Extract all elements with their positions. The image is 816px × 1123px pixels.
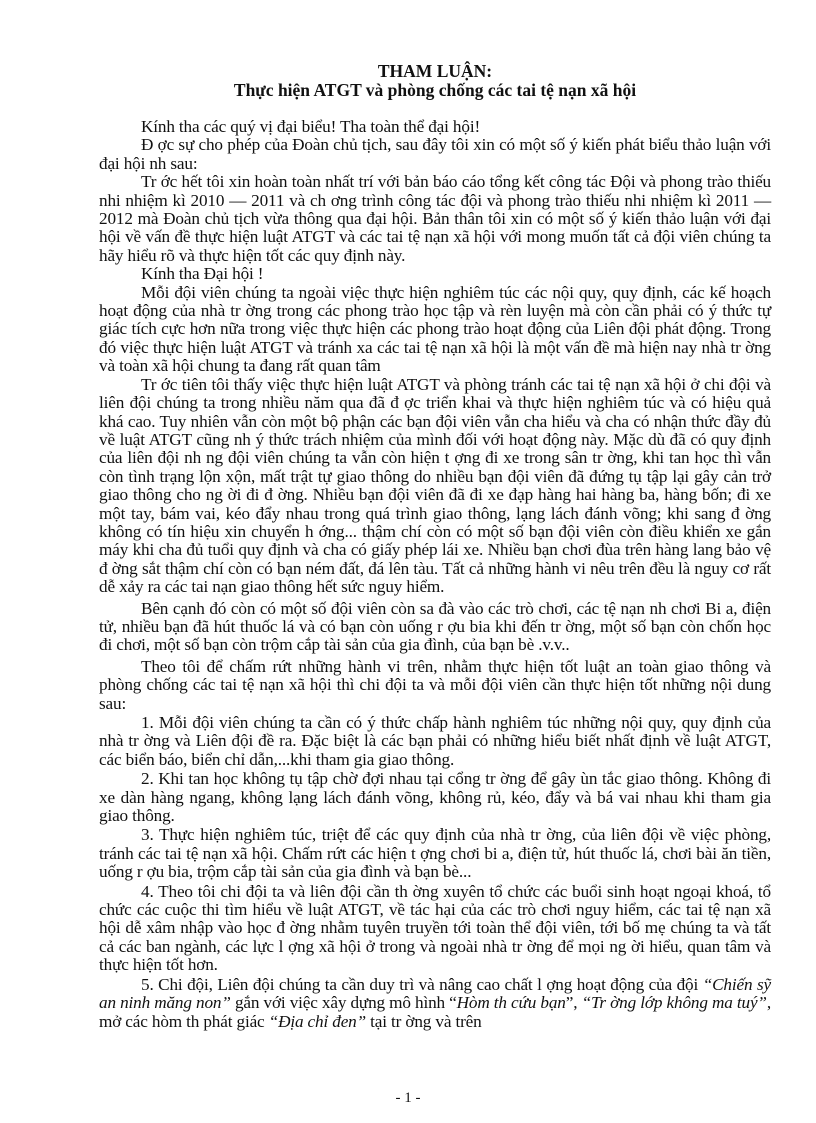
item-5-text-4: , mở các hòm th phát giác — [99, 993, 771, 1031]
item-5-text-5: tại tr ờng và trên — [366, 1011, 482, 1031]
item-5-text-1: 5. Chi đội, Liên đội chúng ta cần duy trì và nâng cao chất l ợng hoạt động của đội — [141, 974, 703, 994]
paragraph-item-3: 3. Thực hiện nghiêm túc, triệt để các quy định của nhà tr ờng, của liên đội về việc phòng, tránh các tai tệ nạn xã hội. Chấm rứt các hiện t ợng chơi bi a, điện tử, hút thuốc lá, chơi bài ăn tiền, uống r ợu bia, trộm cắp tài sản của gia đình và bạn bè... — [99, 825, 771, 882]
paragraph-salutation: Kính tha Đại hội ! — [141, 264, 264, 284]
paragraph-duties: Mỗi đội viên chúng ta ngoài việc thực hiện nghiêm túc các nội quy, quy định, các kế hoạch hoạt động của nhà tr ờng trong các phong trào học tập và rèn luyện mà còn cần phải có ý thức tự giác tích cực hơn nữa trong việc thực hiện các phong trào hoạt động của Liên đội phát động. Trong đó việc thực hiện luật ATGT và tránh xa các tai tệ nạn xã hội là một vấn đề mà hiện nay nhà tr ờng và toàn xã hội chung ta đang rất quan tâm — [99, 282, 771, 376]
paragraph-agreement: Tr ớc hết tôi xin hoàn toàn nhất trí với bản báo cáo tổng kết công tác Đội và phong trào thiếu nhi nhiệm kì 2010 — 2011 và ch ơng trình công tác đội và phong trào thiếu nhi nhiệm kì 2011 — 2012 mà Đoàn chủ tịch vừa thông qua đại hội. Bản thân tôi xin có một số ý kiến thảo luận với đại hội về vấn đề thực hiện luật ATGT và các tai tệ nạn xã hội với mong muốn tất cả đội viên chúng ta hãy hiểu rõ và thực hiện tốt các quy định này. — [99, 172, 771, 265]
item-5-italic-4: “Địa chỉ đen” — [268, 1011, 367, 1031]
document-page — [99, 62, 771, 1031]
paragraph-item-1: 1. Mỗi đội viên chúng ta cần có ý thức chấp hành nghiêm túc những nội quy, quy định của nhà tr ờng và Liên đội đề ra. Đặc biệt là các bạn phải có những hiểu biết nhất định về luật ATGT, các biển báo, biển chỉ dẫn,...khi tham gia giao thông. — [99, 713, 771, 769]
item-5-text-3: ”, — [565, 993, 582, 1013]
item-5-italic-1: “Chiến sỹ an ninh măng non” — [99, 974, 771, 1013]
page-number: - 1 - — [395, 1090, 421, 1106]
document-title — [99, 62, 771, 100]
item-5-text-2: gắn với việc xây dựng mô hình “ — [230, 993, 457, 1013]
item-5-italic-3: “Tr ờng lớp không ma tuý” — [581, 993, 767, 1013]
paragraph-social-evils: Bên cạnh đó còn có một số đội viên còn sa đà vào các trò chơi, các tệ nạn nh chơi Bi a, điện tử, nhiều bạn đã hút thuốc lá và có bạn còn uống r ợu bia khi đến tr ờng, một số bạn còn chốn học đi chơi, một số bạn còn trộm cắp tài sản của gia đình, của bạn bè .v.v.. — [99, 598, 771, 655]
paragraph-item-2: 2. Khi tan học không tụ tập chờ đợi nhau tại cổng tr ờng để gây ùn tắc giao thông. Không đi xe dàn hàng ngang, không lạng lách đánh võng, không rủ, kéo, đẩy và bá vai nhau khi tham gia giao thông. — [99, 769, 771, 826]
document-body — [99, 118, 771, 1031]
item-5-italic-2: Hòm th cứu bạn — [456, 993, 566, 1013]
paragraph-item-4: 4. Theo tôi chi đội ta và liên đội cần th ờng xuyên tổ chức các buổi sinh hoạt ngoại khoá, tổ chức các cuộc thi tìm hiểu về luật ATGT, về tác hại của các trò chơi nguy hiểm, các tai tệ nạn xã hội dễ xâm nhập vào học đ ờng nhằm tuyên truyền tới toàn thể đội viên, tới bố mẹ chúng ta và tất cả các ban ngành, các lực l ợng xã hội ở trong và ngoài nhà tr ờng để mọi ng ời hiểu, quan tâm và thực hiện tốt hơn. — [99, 881, 771, 975]
title-line-1: THAM LUẬN: — [377, 61, 493, 81]
paragraph-item-5 — [99, 976, 771, 1031]
title-line-2: Thực hiện ATGT và phòng chống các tai tệ nạn xã hội — [233, 80, 637, 100]
paragraph-intro: Đ ợc sự cho phép của Đoàn chủ tịch, sau đây tôi xin có một số ý kiến phát biểu thảo luận với đại hội nh sau: — [99, 135, 771, 173]
paragraph-situation: Tr ớc tiên tôi thấy việc thực hiện luật ATGT và phòng tránh các tai tệ nạn xã hội ở chi đội và liên đội chúng ta trong nhiều năm qua đã đ ợc triển khai và thực hiện nghiêm túc và có hiệu quả khá cao. Tuy nhiên vẫn còn một bộ phận các bạn đội viên vẫn cha hiểu và cha có nhận thức đầy đủ về luật ATGT cũng nh ý thức trách nhiệm của mình đối với hoạt động này. Mặc dù đã có quy định của liên đội nh ng đội viên chúng ta vẫn còn hiện t ợng đi xe trong sân tr ờng, khi tan học thì vẫn còn tình trạng lộn xộn, mất trật tự giao thông do nhiều bạn đội viên đã đứng tụ tập lại gây cản trở giao thông cho ng ời đi đ ờng. Nhiều bạn đội viên đã đi xe đạp hàng hai hàng ba, hàng bốn; đi xe một tay, bám vai, kéo đẩy nhau trong quá trình giao thông, lạng lách đánh võng; khi sang đ ờng không có tín hiệu xin chuyển h ớng... thậm chí còn có một số bạn đội viên còn điều khiển xe gắn máy khi cha đủ tuổi quy định và cha có giấy phép lái xe. Nhiều bạn chơi đùa trên hàng lang bảo vệ đ ờng sắt thậm chí còn có bạn ném đất, đá lên tàu. Tất cả những hành vi nêu trên đều là nguy cơ rất dễ xảy ra các tai nạn giao thông hết sức nguy hiểm. — [99, 374, 771, 597]
paragraph-greeting: Kính tha các quý vị đại biểu! Tha toàn thể đại hội! — [141, 117, 481, 136]
paragraph-proposal: Theo tôi để chấm rứt những hành vi trên, nhằm thực hiện tốt luật an toàn giao thông và phòng chống các tai tệ nạn xã hội thì chi đội ta và mỗi đội viên cần thực hiện tốt những nội dung sau: — [99, 656, 771, 713]
